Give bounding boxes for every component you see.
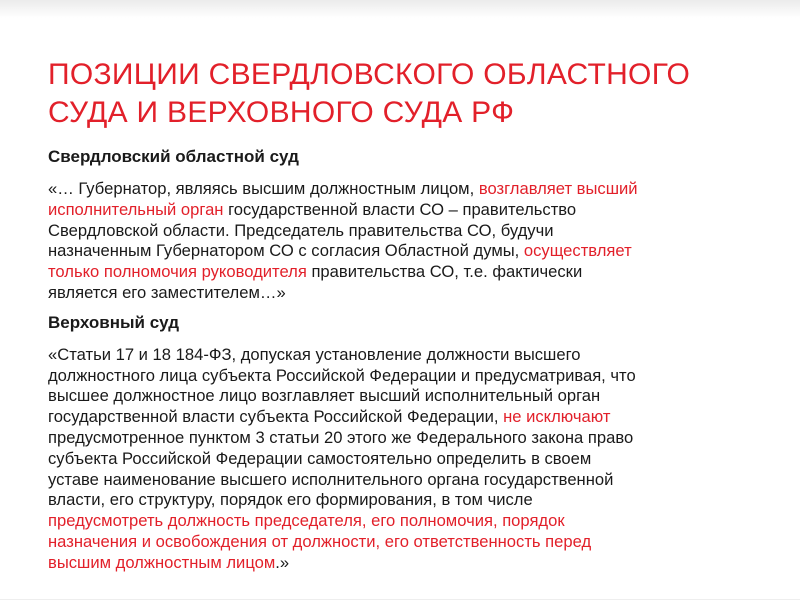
- quote-line: [48, 428, 778, 449]
- quote-line: [48, 470, 778, 491]
- quote-line: [48, 200, 778, 221]
- quote-line: [48, 511, 778, 532]
- top-shadow: [0, 0, 800, 18]
- section-heading: Верховный суд: [48, 312, 179, 332]
- highlighted-text: предусмотреть должность председателя, его полномочия, порядок: [48, 511, 565, 531]
- section-quote: [48, 345, 778, 574]
- quote-text: назначенным Губернатором СО с согласия Областной думы,: [48, 241, 524, 261]
- quote-line: [48, 449, 778, 470]
- slide-title-line-2: СУДА И ВЕРХОВНОГО СУДА РФ: [48, 96, 515, 129]
- highlighted-text: исполнительный орган: [48, 199, 224, 219]
- quote-text: является его заместителем…»: [48, 282, 286, 302]
- quote-text: государственной власти СО – правительство: [223, 199, 577, 219]
- quote-text: должностного лица субъекта Российской Федерации и предусматривая, что: [48, 365, 636, 385]
- quote-line: [48, 241, 778, 262]
- quote-text: государственной власти субъекта Российской Федерации,: [48, 407, 504, 427]
- quote-text: субъекта Российской Федерации самостоятельно определить в своем: [48, 448, 592, 468]
- highlighted-text: назначения и освобождения от должности, его ответственность перед: [48, 531, 592, 551]
- quote-line: [48, 366, 778, 387]
- quote-text: предусмотренное пунктом 3 статьи 20 этого же Федерального закона право: [48, 427, 634, 447]
- quote-line: [48, 532, 778, 553]
- section-heading: Свердловский областной суд: [48, 147, 299, 166]
- quote-line: [48, 553, 778, 574]
- quote-line: [48, 283, 778, 304]
- slide-title-line-1: ПОЗИЦИИ СВЕРДЛОВСКОГО ОБЛАСТНОГО: [48, 58, 691, 91]
- quote-line: [48, 179, 778, 200]
- slide-title: [48, 56, 768, 132]
- highlighted-text: высшим должностным лицом: [48, 552, 276, 572]
- quote-text: правительства СО, т.е. фактически: [306, 262, 583, 282]
- quote-line: [48, 262, 778, 283]
- slide-body: [48, 147, 778, 583]
- section-quote: [48, 179, 778, 304]
- quote-line: [48, 407, 778, 428]
- quote-text: высшее должностное лицо возглавляет высший исполнительный орган: [48, 386, 601, 406]
- quote-text: .»: [275, 552, 290, 572]
- quote-line: [48, 490, 778, 511]
- quote-text: Свердловской области. Председатель правительства СО, будучи: [48, 220, 554, 240]
- quote-line: [48, 386, 778, 407]
- quote-text: уставе наименование высшего исполнительного органа государственной: [48, 469, 614, 489]
- quote-text: власти, его структуру, порядок его формирования, в том числе: [48, 490, 533, 510]
- quote-line: [48, 221, 778, 242]
- highlighted-text: возглавляет высший: [478, 179, 638, 198]
- highlighted-text: осуществляет: [523, 241, 632, 261]
- highlighted-text: не исключают: [503, 407, 611, 427]
- quote-line: [48, 345, 778, 366]
- quote-text: «… Губернатор, являясь высшим должностным лицом,: [48, 179, 479, 198]
- highlighted-text: только полномочия руководителя: [48, 262, 307, 282]
- quote-text: «Статьи 17 и 18 184-ФЗ, допуская установление должности высшего: [48, 344, 581, 364]
